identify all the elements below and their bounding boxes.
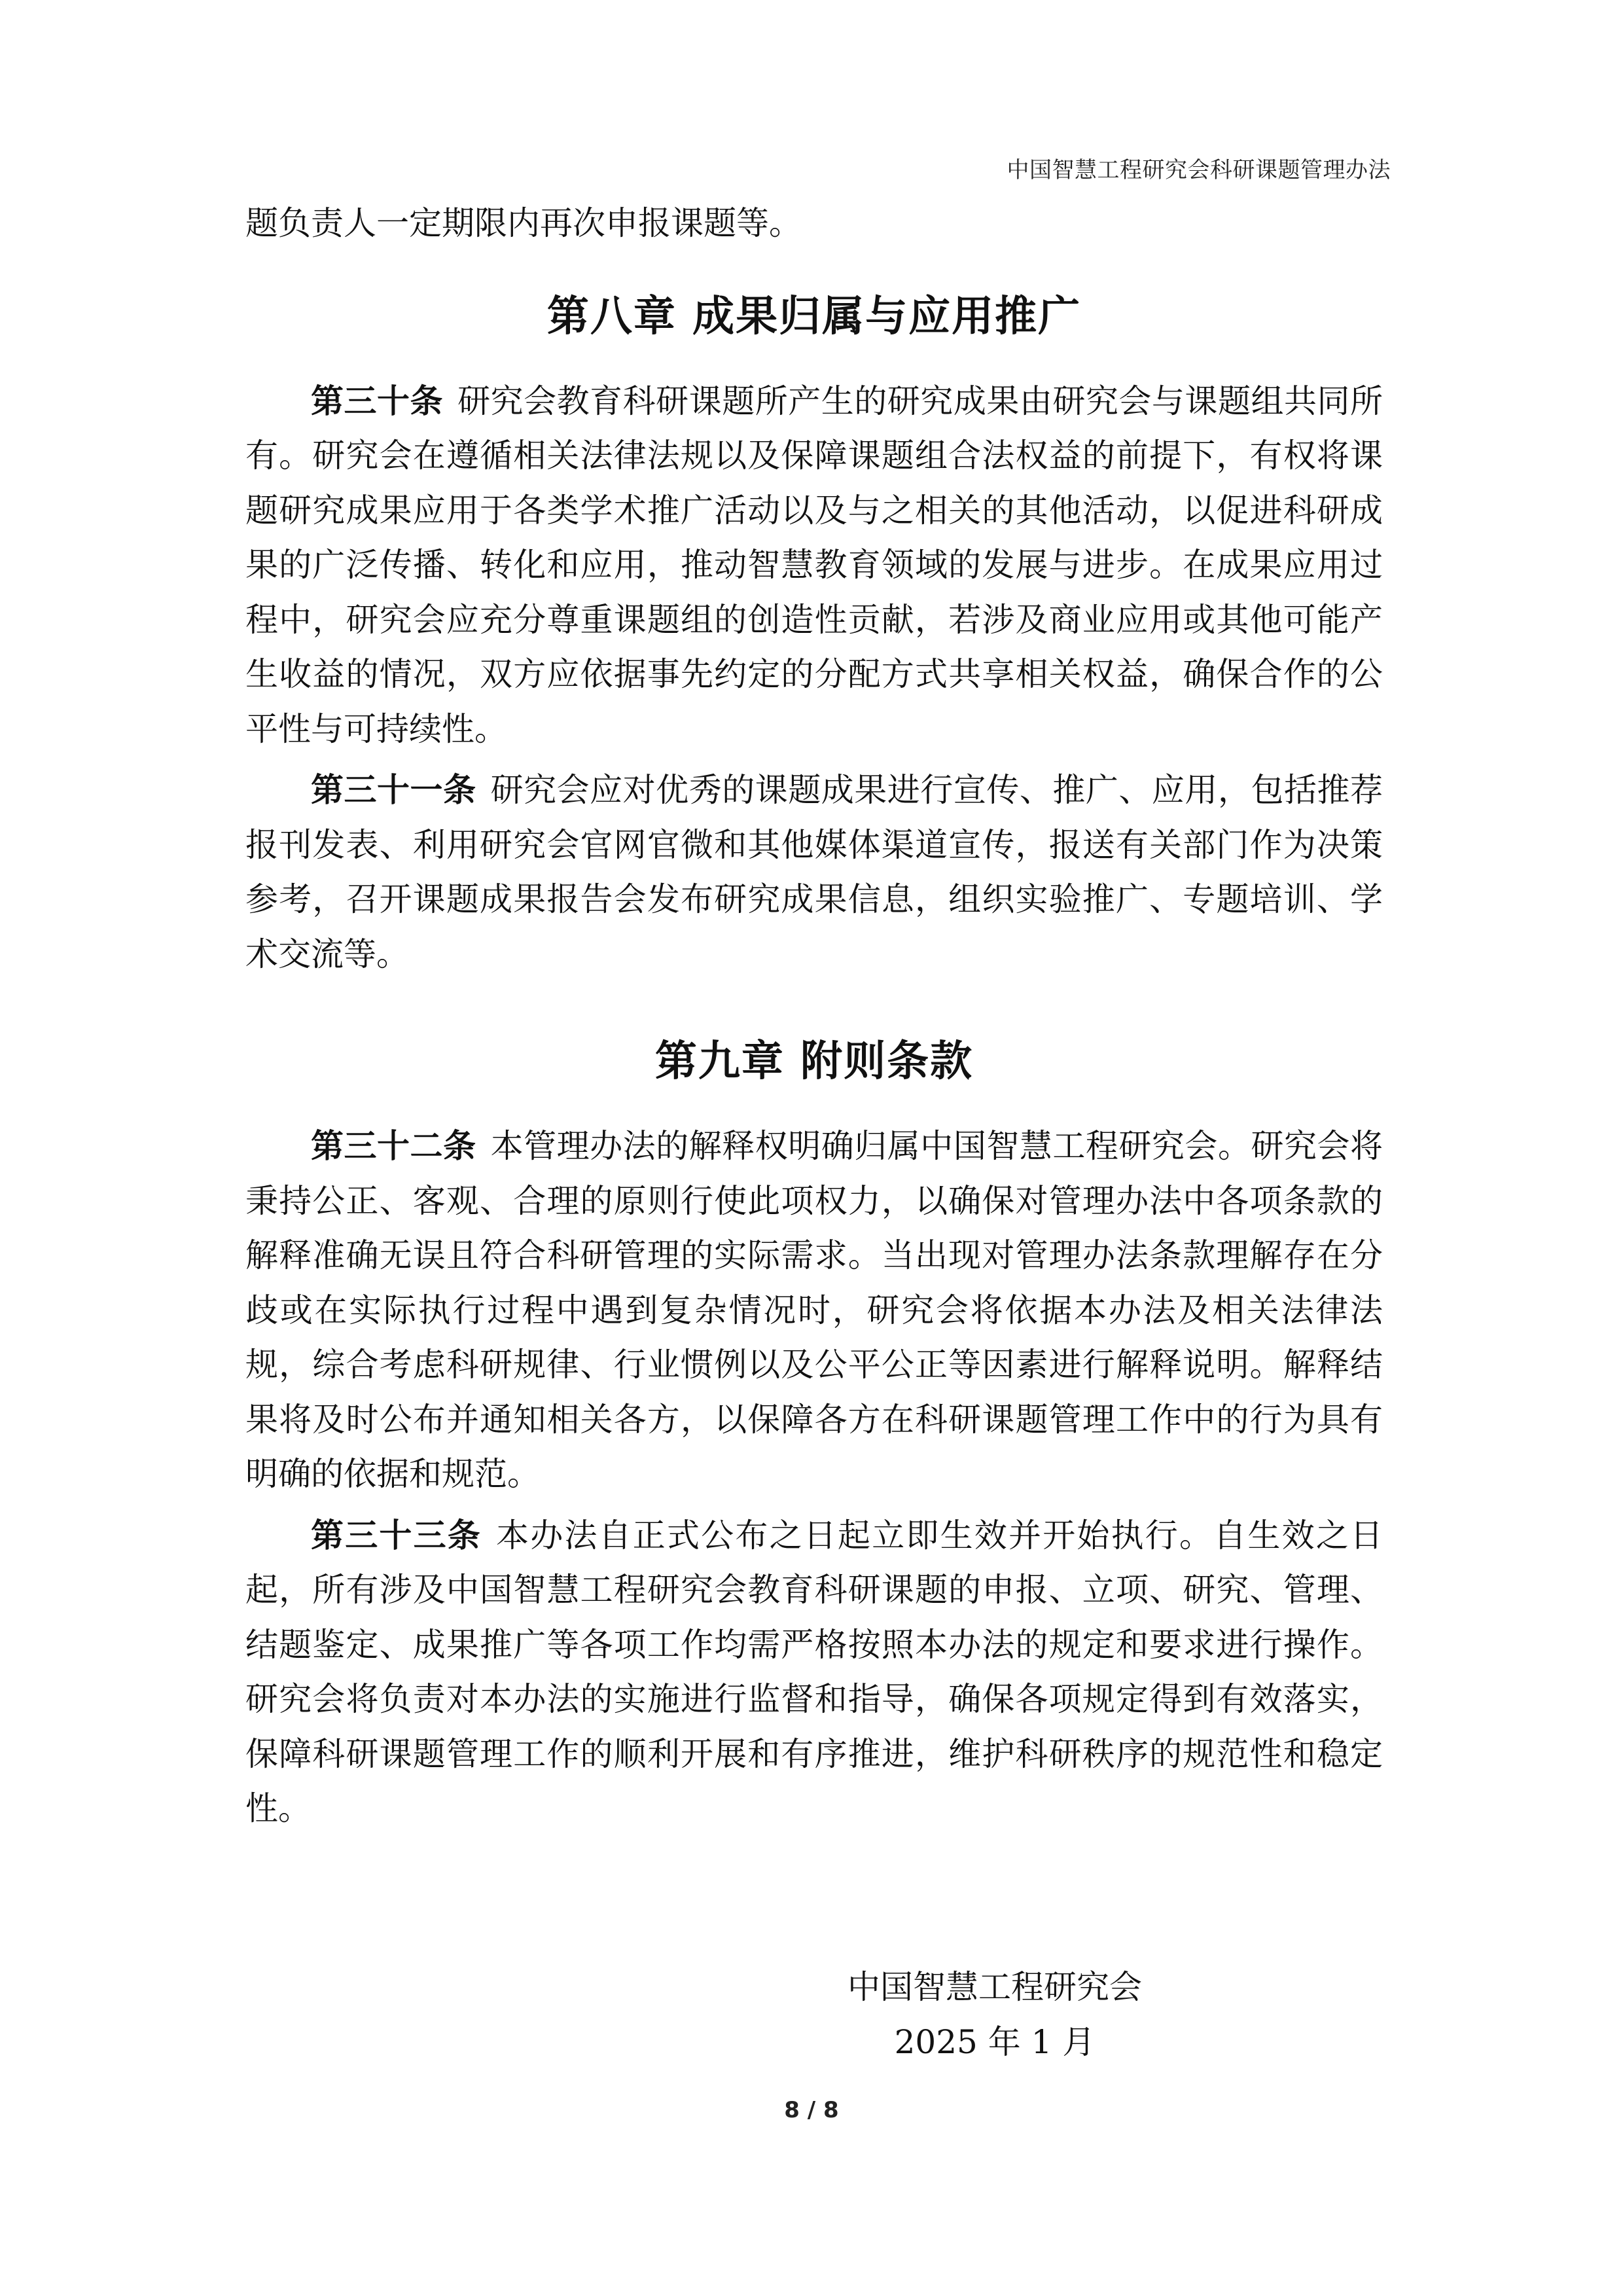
chapter-9-title: 第九章 附则条款	[654, 1037, 974, 1086]
article-32-text: 本管理办法的解释权明确归属中国智慧工程研究会。研究会将秉持公正、客观、合理的原则行使此项权力，以确保对管理办法中各项条款的解释准确无误且符合科研管理的实际需求。当出现对管理办法条款理解存在分歧或在实际执行过程中遇到复杂情况时，研究会将依据本办法及相关法律法规，综合考虑科研规律、行业惯例以及公平公正等因素进行解释说明。解释结果将及时公布并通知相关各方，以保障各方在科研课题管理工作中的行为具有明确的依据和规范。	[245, 1127, 1383, 1493]
article-32	[245, 1119, 1383, 1502]
running-header-title: 中国智慧工程研究会科研课题管理办法	[1007, 157, 1391, 183]
page-number: 8 / 8	[784, 2097, 839, 2123]
continuation-paragraph: 题负责人一定期限内再次申报课题等。	[245, 204, 802, 242]
document-body	[245, 196, 1383, 1837]
article-31	[245, 763, 1383, 982]
article-33	[245, 1509, 1383, 1837]
article-31-text: 研究会应对优秀的课题成果进行宣传、推广、应用，包括推荐报刊发表、利用研究会官网官微和其他媒体渠道宣传，报送有关部门作为决策参考，召开课题成果报告会发布研究成果信息，组织实验推广、专题培训、学术交流等。	[245, 771, 1383, 973]
signature-block	[844, 1960, 1145, 2070]
article-33-label: 第三十三条	[311, 1516, 482, 1554]
article-30	[245, 374, 1383, 757]
chapter-8-title: 第八章 成果归属与应用推广	[546, 292, 1082, 341]
article-32-label: 第三十二条	[311, 1127, 476, 1165]
article-30-label: 第三十条	[311, 382, 444, 420]
article-33-text: 本办法自正式公布之日起立即生效并开始执行。自生效之日起，所有涉及中国智慧工程研究会教育科研课题的申报、立项、研究、管理、结题鉴定、成果推广等各项工作均需严格按照本办法的规定和要求进行操作。研究会将负责对本办法的实施进行监督和指导，确保各项规定得到有效落实，保障科研课题管理工作的顺利开展和有序推进，维护科研秩序的规范性和稳定性。	[245, 1516, 1383, 1827]
article-31-label: 第三十一条	[311, 771, 476, 809]
signature-date: 2025 年 1 月	[894, 2023, 1096, 2061]
article-30-text: 研究会教育科研课题所产生的研究成果由研究会与课题组共同所有。研究会在遵循相关法律法规以及保障课题组合法权益的前提下，有权将课题研究成果应用于各类学术推广活动以及与之相关的其他活动，以促进科研成果的广泛传播、转化和应用，推动智慧教育领域的发展与进步。在成果应用过程中，研究会应充分尊重课题组的创造性贡献，若涉及商业应用或其他可能产生收益的情况，双方应依据事先约定的分配方式共享相关权益，确保合作的公平性与可持续性。	[245, 382, 1383, 748]
signature-organization: 中国智慧工程研究会	[847, 1968, 1142, 2006]
